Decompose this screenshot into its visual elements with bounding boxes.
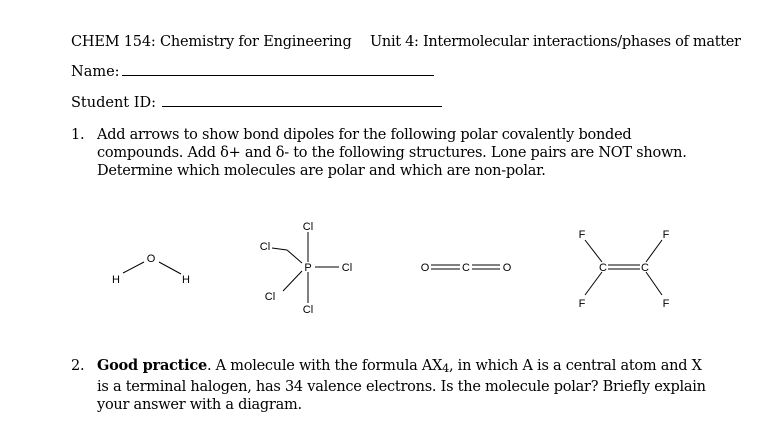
pcl5-cl-right-label: Cl <box>341 262 353 274</box>
c2f4-molecule <box>579 229 670 310</box>
c2f4-carbon-right-label: C <box>641 262 649 274</box>
formula-subscript: 4 <box>442 362 449 375</box>
c2f4-fluorine-top-left-label: F <box>578 229 586 241</box>
co2-carbon-label: C <box>462 262 470 274</box>
c2f4-fluorine-top-right-label: F <box>662 229 670 241</box>
question-2-text-part2: , in which A is a central atom and X is a terminal halogen, has 34 valence electrons. Is the molecule polar? Briefly explain your answer with a diagram. <box>97 358 706 413</box>
pcl5-cl-upper-left-label: Cl <box>259 241 271 253</box>
question-2-number: 2. <box>71 358 85 374</box>
water-molecule <box>112 253 190 286</box>
question-1-number: 1. <box>71 127 85 143</box>
question-1-text: Add arrows to show bond dipoles for the following polar covalently bonded compounds. Add δ+ and δ- to the following structures. Lone pairs are NOT shown. Determine which molecules are polar and which are non-polar. <box>97 127 687 179</box>
co2-oxygen-left-label: O <box>420 262 430 274</box>
pcl5-phosphorus-label: P <box>304 262 312 274</box>
c2f4-fluorine-bottom-right-label: F <box>662 298 670 310</box>
pcl5-cl-bottom-label: Cl <box>302 304 314 316</box>
name-label: Name: <box>71 64 120 80</box>
question-2-formula <box>422 358 449 374</box>
question-2-bold-lead: Good practice <box>97 357 207 374</box>
c2f4-carbon-left-label: C <box>599 262 607 274</box>
question-2-text-part1: . A molecule with the formula <box>206 358 422 374</box>
co2-molecule <box>421 262 512 274</box>
water-hydrogen-right-label: H <box>182 274 190 286</box>
c2f4-fluorine-bottom-left-label: F <box>578 298 586 310</box>
formula-main: AX <box>421 358 443 374</box>
unit-title: Unit 4: Intermolecular interactions/phases of matter <box>370 34 741 50</box>
pcl5-molecule <box>260 221 352 316</box>
co2-oxygen-right-label: O <box>502 262 512 274</box>
question-2 <box>71 357 711 414</box>
water-oxygen-label: O <box>146 253 156 265</box>
course-title: CHEM 154: Chemistry for Engineering <box>71 34 352 50</box>
water-hydrogen-left-label: H <box>112 274 120 286</box>
student-id-label: Student ID: <box>71 95 156 111</box>
pcl5-cl-top-label: Cl <box>302 221 314 233</box>
question-2-text <box>97 357 711 414</box>
pcl5-cl-lower-left-label: Cl <box>264 291 276 303</box>
